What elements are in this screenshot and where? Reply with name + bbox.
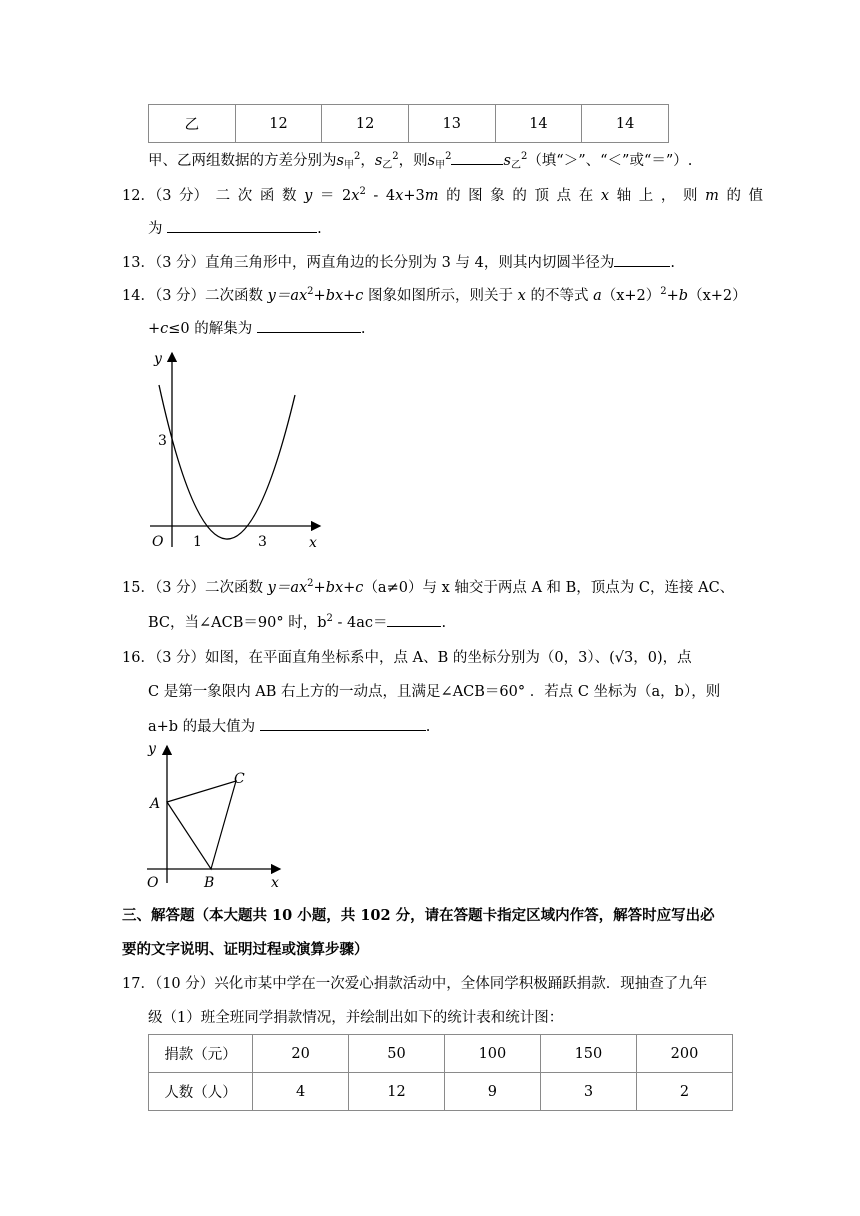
variance-comparison-line: [148, 150, 692, 171]
table-row: [149, 1035, 733, 1073]
answer-blank[interactable]: [387, 612, 441, 627]
text: 乙: [382, 160, 393, 171]
table-cell: 3: [540, 1073, 636, 1111]
y-tick-label: 3: [158, 433, 167, 449]
table-cell: 4: [253, 1073, 349, 1111]
text: s: [427, 153, 436, 169]
triangle-figure: [142, 738, 287, 893]
answer-blank[interactable]: [257, 318, 361, 333]
origin-label: O: [152, 534, 164, 550]
text: .: [317, 221, 322, 237]
text: +c: [148, 321, 169, 337]
text: 的 值: [726, 188, 764, 204]
text: x: [351, 188, 360, 204]
text: 的不等式: [525, 288, 594, 304]
question-score: （3 分）: [154, 188, 209, 204]
table-cell: 100: [444, 1035, 540, 1073]
question-13: [122, 252, 675, 273]
answer-blank[interactable]: [614, 252, 670, 267]
y-axis-label: y: [148, 741, 156, 757]
question-14: [122, 286, 747, 306]
table-cell: 20: [253, 1035, 349, 1073]
question-12-line-2: [148, 218, 322, 239]
text: 2: [326, 613, 333, 624]
question-number: 15．: [122, 580, 155, 596]
question-number: 14．: [122, 288, 155, 304]
answer-blank[interactable]: [260, 716, 426, 731]
x-axis-label: x: [271, 875, 279, 891]
text: +bx+c: [313, 288, 364, 304]
text: 2: [353, 151, 361, 162]
question-number: 12．: [122, 188, 155, 204]
question-15: [122, 578, 734, 598]
x-tick-label: 3: [258, 534, 267, 550]
text: s: [336, 153, 344, 169]
text: 2: [342, 188, 352, 204]
text: 级（1）班全班同学捐款情况，并绘制出如下的统计表和统计图：: [148, 1010, 564, 1026]
text: （a≠0）与 x 轴交于两点 A 和 B，顶点为 C，连接 AC、: [363, 580, 735, 596]
table-cell: 9: [444, 1073, 540, 1111]
question-17-line-2: [148, 1008, 563, 1028]
text: x: [600, 188, 610, 204]
question-number: 16．: [122, 650, 155, 666]
text: 2: [359, 186, 366, 197]
text: y: [304, 188, 313, 204]
text: （x+2）: [601, 288, 661, 304]
text: 的 图 象 的 顶 点 在: [446, 188, 594, 204]
text: .: [425, 719, 431, 735]
text: m: [705, 188, 719, 204]
text: x: [395, 188, 404, 204]
text: s: [374, 153, 383, 169]
text: 甲、乙两组数据的方差分别为: [148, 153, 337, 169]
table-cell: 200: [636, 1035, 732, 1073]
text: x: [517, 288, 526, 304]
text: 乙: [510, 160, 521, 171]
question-16: [122, 648, 692, 668]
text: ，: [360, 153, 375, 169]
text: 2: [520, 151, 528, 162]
text: m: [424, 188, 439, 204]
text: ≤0 的解集为: [168, 321, 253, 337]
text: y＝ax: [267, 580, 308, 596]
section-3-heading: [122, 906, 715, 926]
text: 为: [148, 221, 163, 237]
text: 图象如图所示，则关于: [363, 288, 518, 304]
table-row: [149, 1073, 733, 1111]
table-cell: 2: [636, 1073, 732, 1111]
table-cell: 12: [349, 1073, 445, 1111]
question-16-line-2: [148, 682, 720, 702]
text: 2: [307, 578, 314, 589]
table-cell: 50: [349, 1035, 445, 1073]
y-axis-label: y: [154, 351, 162, 367]
text: 轴 上 ， 则: [616, 188, 698, 204]
text: （10 分）兴化市某中学在一次爱心捐款活动中，全体同学积极踊跃捐款．现抽查了九年: [154, 976, 708, 992]
table-cell: 12: [322, 105, 409, 143]
donation-table: [148, 1034, 733, 1111]
table-cell: 12: [235, 105, 322, 143]
text: C 是第一象限内 AB 右上方的一动点，且满足∠ACB＝60° ．若点 C 坐标为（a，b），则: [148, 684, 721, 700]
text: 二 次 函 数: [215, 188, 297, 204]
triangle-abc: [167, 781, 236, 869]
text: .: [441, 615, 447, 631]
text: 2: [660, 286, 667, 297]
variance-data-table: [148, 104, 669, 143]
text: （3 分）二次函数: [154, 580, 268, 596]
question-14-line-2: [148, 318, 365, 339]
text: ＝: [319, 188, 335, 204]
text: （3 分）如图，在平面直角坐标系中，点 A、B 的坐标分别为（0，3）、: [154, 650, 610, 666]
text: 甲: [435, 160, 446, 171]
text: 要的文字说明、证明过程或演算步骤）: [122, 941, 369, 958]
text: 2: [307, 286, 314, 297]
question-16-line-3: [148, 716, 430, 737]
text: y＝ax: [267, 288, 308, 304]
table-cell: 14: [582, 105, 669, 143]
text: +b: [666, 288, 689, 304]
table-header-cell: 捐款（元）: [149, 1035, 253, 1073]
question-17: [122, 974, 707, 994]
section-3-heading-line-2: [122, 940, 369, 960]
point-c-label: C: [234, 771, 245, 787]
question-number: 17．: [122, 976, 155, 992]
text: - 4: [365, 188, 396, 204]
text: 三、解答题（本大题共 10 小题，共 102 分，请在答题卡指定区域内作答，解答时应写出必: [122, 907, 715, 924]
text: .: [360, 321, 366, 337]
text: 2: [445, 151, 452, 162]
table-row: [149, 105, 669, 143]
text: BC，当∠ACB＝90° 时，b: [148, 615, 327, 631]
text: s: [503, 153, 511, 169]
text: （x+2）: [688, 288, 747, 304]
text: +3: [403, 188, 425, 204]
table-cell: 13: [408, 105, 495, 143]
parabola-figure: [145, 345, 330, 560]
question-12: [122, 186, 764, 206]
answer-blank[interactable]: [167, 218, 317, 233]
text: （3 分）二次函数: [154, 288, 268, 304]
text: 甲: [343, 160, 354, 171]
parabola-curve: [159, 385, 295, 539]
x-tick-label: 1: [193, 534, 202, 550]
text: a+b 的最大值为: [148, 719, 256, 735]
text: ，点: [662, 650, 692, 666]
text: a: [593, 288, 602, 304]
origin-label: O: [147, 875, 159, 891]
table-cell: 乙: [149, 105, 236, 143]
text: （3 分）直角三角形中，两直角边的长分别为 3 与 4，则其内切圆半径为: [154, 255, 615, 271]
question-number: 13．: [122, 255, 155, 271]
table-cell: 150: [540, 1035, 636, 1073]
question-15-line-2: [148, 612, 446, 633]
text: - 4ac＝: [332, 615, 388, 631]
point-a-label: A: [150, 796, 161, 812]
text: ，则: [398, 153, 428, 169]
text: (√3，0): [609, 650, 663, 666]
answer-blank[interactable]: [451, 150, 503, 165]
text: .: [670, 255, 675, 271]
table-cell: 14: [495, 105, 582, 143]
point-b-label: B: [204, 875, 215, 891]
text: +bx+c: [313, 580, 364, 596]
text: 2: [392, 151, 399, 162]
table-header-cell: 人数（人）: [149, 1073, 253, 1111]
x-axis-label: x: [309, 535, 317, 551]
text: （填“＞”、“＜”或“＝”）.: [527, 153, 693, 169]
